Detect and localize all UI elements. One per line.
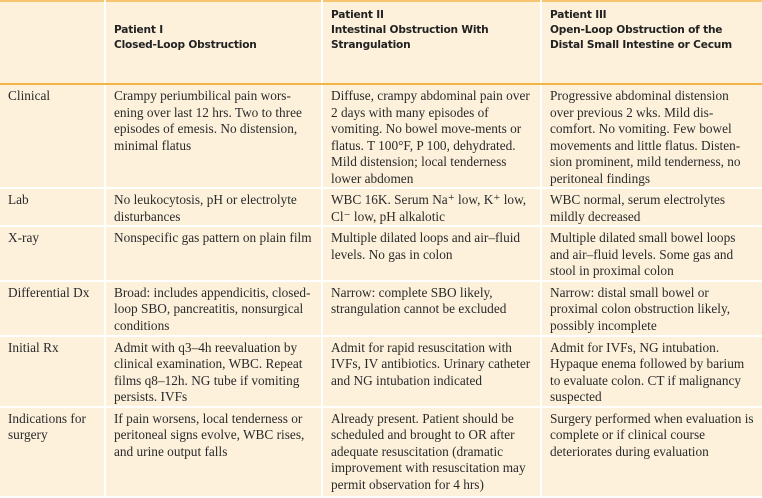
table-cell: Narrow: distal small bowel or proximal colon obstruction likely, possibly incomplete	[541, 281, 762, 336]
row-label: X-ray	[0, 226, 105, 281]
table-cell: Nonspecific gas pattern on plain film	[105, 226, 322, 281]
row-label: Indications for surgery	[0, 407, 105, 497]
table-cell: No leukocytosis, pH or electrolyte disturbances	[105, 188, 322, 226]
header-line: Closed-Loop Obstruction	[114, 39, 257, 51]
table-cell: If pain worsens, local tenderness or peritoneal signs evolve, WBC rises, and urine output falls	[105, 407, 322, 497]
table-cell: Crampy periumbilical pain wors-ening over last 12 hrs. Two to three episodes of emesis. No distension, minimal flatus	[105, 84, 322, 188]
table-cell: Broad: includes appendicitis, closed-loop SBO, pancreatitis, nonsurgical conditions	[105, 281, 322, 336]
table-cell: Diffuse, crampy abdominal pain over 2 days with many episodes of vomiting. No bowel move-ments or flatus. T 100°F, P 100, dehydrated. Mild distension; local tenderness lower abdomen	[322, 84, 541, 188]
table-cell: Admit with q3–4h reevaluation by clinical examination, WBC. Repeat films q8–12h. NG tube if vomiting persists. IVFs	[105, 336, 322, 407]
table-cell: Multiple dilated loops and air–fluid levels. No gas in colon	[322, 226, 541, 281]
table-row	[0, 226, 762, 281]
table-cell: Admit for rapid resuscitation with IVFs, IV antibiotics. Urinary catheter and NG intubation indicated	[322, 336, 541, 407]
header-patient-1	[105, 1, 322, 84]
row-label: Initial Rx	[0, 336, 105, 407]
header-patient-2	[322, 1, 541, 84]
table-row	[0, 188, 762, 226]
table-cell: Progressive abdominal distension over previous 2 wks. Mild dis-comfort. No vomiting. Few bowel movements and little flatus. Disten-sion prominent, mild tenderness, no peritoneal findings	[541, 84, 762, 188]
table-cell: WBC normal, serum electrolytes mildly decreased	[541, 188, 762, 226]
table-row	[0, 281, 762, 336]
row-label: Clinical	[0, 84, 105, 188]
header-line	[114, 8, 314, 23]
header-patient-3	[541, 1, 762, 84]
table-cell: Surgery performed when evaluation is complete or if clinical course deteriorates during evaluation	[541, 407, 762, 497]
table-row	[0, 84, 762, 188]
row-label: Lab	[0, 188, 105, 226]
header-line: Open-Loop Obstruction of the	[550, 24, 723, 36]
header-line: Strangulation	[331, 39, 411, 51]
header-row	[0, 1, 762, 84]
header-line: Patient I	[114, 24, 163, 36]
table-row	[0, 407, 762, 497]
table-cell: Already present. Patient should be scheduled and brought to OR after adequate resuscitation (dramatic improvement with resuscitation may permit observation for 4 hrs)	[322, 407, 541, 497]
table-cell: WBC 16K. Serum Na⁺ low, K⁺ low, Cl⁻ low, pH alkalotic	[322, 188, 541, 226]
header-line: Distal Small Intestine or Cecum	[550, 39, 732, 51]
header-line: Patient III	[550, 9, 607, 21]
header-line: Intestinal Obstruction With	[331, 24, 489, 36]
header-line: Patient II	[331, 9, 384, 21]
table-row	[0, 336, 762, 407]
row-label: Differential Dx	[0, 281, 105, 336]
table-cell: Narrow: complete SBO likely, strangulation cannot be excluded	[322, 281, 541, 336]
header-empty	[0, 1, 105, 84]
table-cell: Multiple dilated small bowel loops and air–fluid levels. Some gas and stool in proximal colon	[541, 226, 762, 281]
table-cell: Admit for IVFs, NG intubation. Hypaque enema followed by barium to evaluate colon. CT if malignancy suspected	[541, 336, 762, 407]
